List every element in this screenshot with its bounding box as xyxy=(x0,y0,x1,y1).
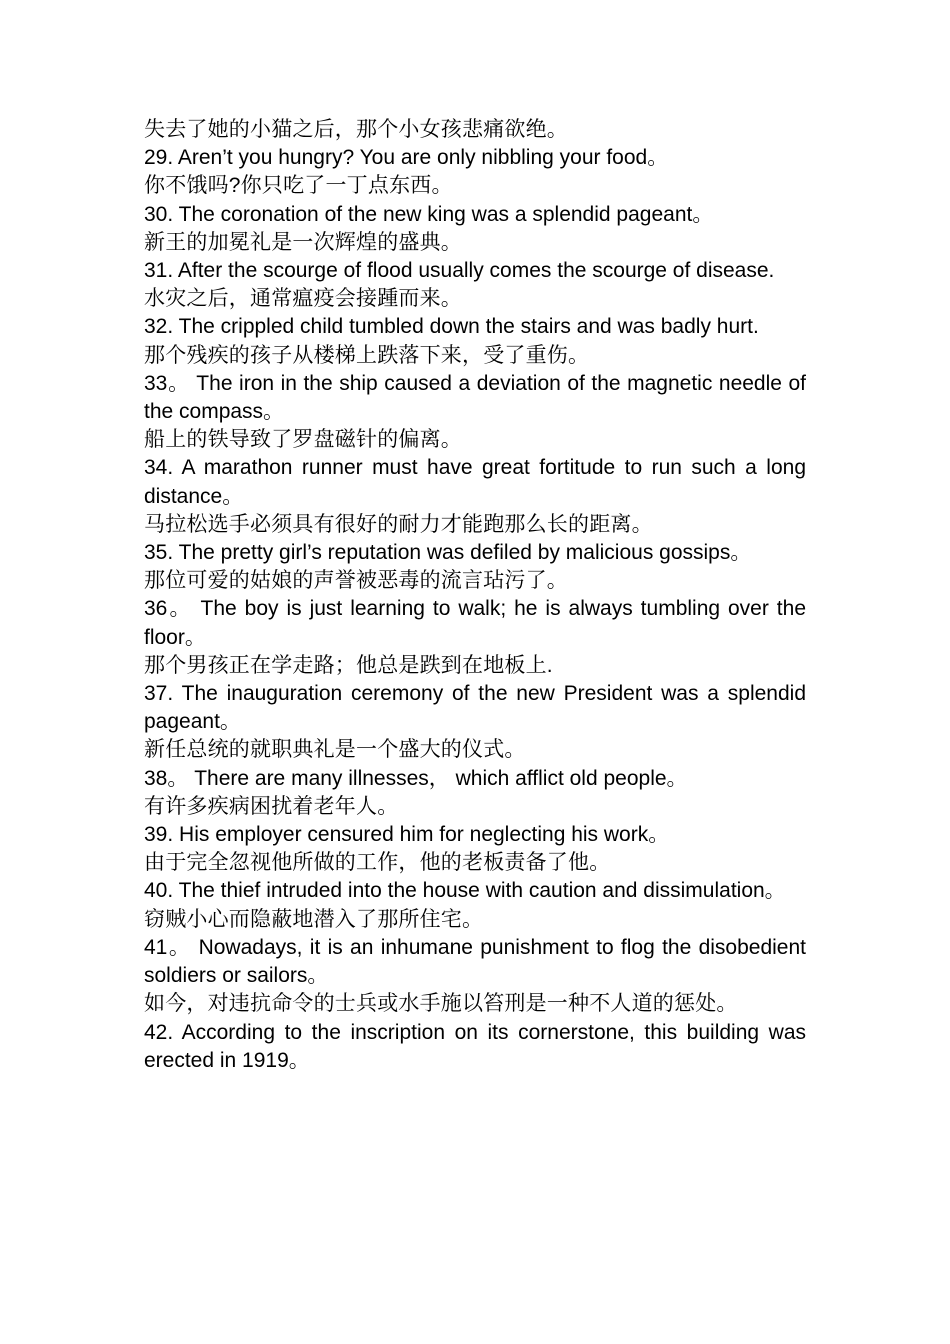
sentence-30-en: 30. The coronation of the new king was a splendid pageant。 xyxy=(144,202,714,226)
sentence-31-zh: 水灾之后，通常瘟疫会接踵而来。 xyxy=(144,287,462,311)
sentence-39-zh: 由于完全忽视他所做的工作，他的老板责备了他。 xyxy=(144,851,611,875)
sentence-40-zh: 窃贼小心而隐蔽地潜入了那所住宅。 xyxy=(144,907,484,931)
sentence-36-zh: 那个男孩正在学走路；他总是跌到在地板上. xyxy=(144,653,553,677)
sentence-31-en: 31. After the scourge of flood usually comes the scourge of disease. xyxy=(144,259,775,283)
text-line-zh: 失去了她的小猫之后，那个小女孩悲痛欲绝。 xyxy=(144,118,568,141)
sentence-34-en: 34. A marathon runner must have great fortitude to run such a long distance。 xyxy=(144,456,806,508)
sentence-33-en: 33。 The iron in the ship caused a deviation of the magnetic needle of the compass。 xyxy=(144,371,806,424)
sentence-39-en: 39. His employer censured him for neglecting his work。 xyxy=(144,823,670,847)
sentence-41-zh: 如今，对违抗命令的士兵或水手施以笞刑是一种不人道的惩处。 xyxy=(144,992,738,1016)
sentence-41-en: 41。 Nowadays, it is an inhumane punishment to flog the disobedient soldiers or sailors。 xyxy=(144,935,806,988)
sentence-32-zh: 那个残疾的孩子从楼梯上跌落下来，受了重伤。 xyxy=(144,343,590,367)
sentence-30-zh: 新王的加冕礼是一次辉煌的盛典。 xyxy=(144,230,462,254)
sentence-37-en: 37. The inauguration ceremony of the new President was a splendid pageant。 xyxy=(144,682,806,734)
sentence-29-en: 29. Aren’t you hungry? You are only nibbling your food。 xyxy=(144,146,669,170)
sentence-29-zh: 你不饿吗?你只吃了一丁点东西。 xyxy=(144,174,453,198)
sentence-38-en: 38。 There are many illnesses， which afflict old people。 xyxy=(144,766,688,790)
sentence-33-zh: 船上的铁导致了罗盘磁针的偏离。 xyxy=(144,428,462,452)
sentence-40-en: 40. The thief intruded into the house with caution and dissimulation。 xyxy=(144,879,786,903)
sentence-42-en: 42. According to the inscription on its cornerstone, this building was erected in 1919。 xyxy=(144,1020,806,1072)
sentence-38-zh: 有许多疾病困扰着老年人。 xyxy=(144,794,399,818)
document-page xyxy=(144,116,806,1075)
sentence-32-en: 32. The crippled child tumbled down the stairs and was badly hurt. xyxy=(144,315,759,339)
sentence-37-zh: 新任总统的就职典礼是一个盛大的仪式。 xyxy=(144,738,526,762)
sentence-34-zh: 马拉松选手必须具有很好的耐力才能跑那么长的距离。 xyxy=(144,512,653,536)
sentence-35-zh: 那位可爱的姑娘的声誉被恶毒的流言玷污了。 xyxy=(144,569,568,593)
sentence-36-en: 36。 The boy is just learning to walk; he is always tumbling over the floor。 xyxy=(144,597,806,649)
sentence-35-en: 35. The pretty girl’s reputation was defiled by malicious gossips。 xyxy=(144,541,752,565)
